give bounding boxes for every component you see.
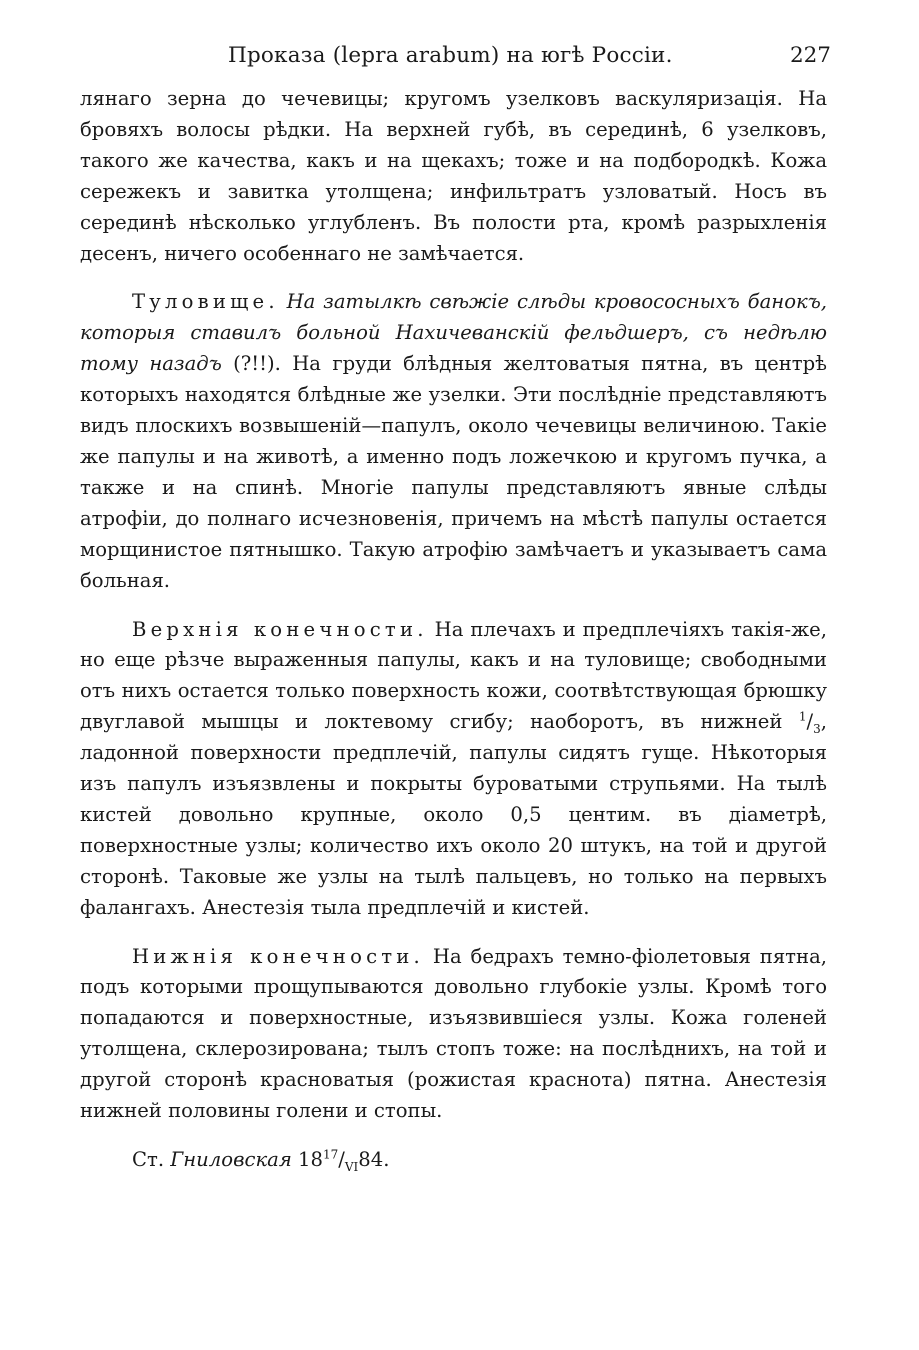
paragraph-text: лянаго зерна до чечевицы; кругомъ узелковъ васкуляризація. На бровяхъ волосы рѣдки. На верхней губѣ, въ серединѣ, 6 узелковъ, такого же качества, какъ и на щекахъ; тоже и на подбородкѣ. Кожа сережекъ и завитка утолщена; инфильтратъ узловатый. Носъ въ серединѣ нѣсколько углубленъ. Въ полости рта, кромѣ разрыхленія десенъ, ничего особеннаго не замѣчается.: [80, 87, 827, 265]
signature-date-day: 18: [298, 1148, 323, 1171]
paragraph-upper-limbs: Верхнія конечности. На плечахъ и предплечіяхъ такія-же, но еще рѣзче выраженныя папулы, какъ и на туловище; свободными отъ нихъ остается только поверхность кожи, соотвѣтствующая брюшку двуглавой мышцы и локтевому сгибу; наоборотъ, въ нижней $^1/_3$, ладонной поверхности предплечій, папулы сидятъ гуще. Нѣкоторыя изъ папулъ изъязвлены и покрыты буроватыми струпьями. На тылѣ кистей довольно крупные, около 0,5 центим. въ діаметрѣ, поверхностные узлы; количество ихъ около 20 штукъ, на той и другой сторонѣ. Таковые же узлы на тылѣ пальцевъ, но только на первыхъ фалангахъ. Анестезія тыла предплечій и кистей.: [80, 617, 827, 919]
signature-line: Ст. Гниловская $18^{17}/_{VI}84$.: [132, 1147, 390, 1174]
paragraph-lower-limbs: [80, 942, 827, 1127]
paragraph-text: (?!!). На груди блѣдныя желтоватыя пятна, въ центрѣ которыхъ находятся блѣдные же узелки. Эти послѣдніе представляютъ видъ плоскихъ возвышеній—папулъ, около чечевицы величиною. Такіе же папулы и на животѣ, а именно подъ ложечкою и кругомъ пучка, а также и на спинѣ. Многіе папулы представляютъ явные слѣды атрофіи, до полнаго исчезновенія, причемъ на мѣстѣ папулы остается морщинистое пятнышко. Такую атрофію замѣчаетъ и указываетъ сама больная.: [80, 352, 827, 592]
fraction-denominator: 3: [813, 722, 821, 737]
signature-place: Гниловская: [170, 1148, 292, 1171]
signature-prefix: Ст.: [132, 1148, 165, 1171]
running-head: [80, 34, 831, 78]
section-heading-upper-limbs: Верхнія конечности.: [132, 617, 428, 641]
section-heading-lower-limbs: Нижнія конечности.: [132, 944, 424, 968]
signature-date-year: 84.: [358, 1148, 390, 1171]
paragraph-text: На плечахъ и предплечіяхъ такія-же, но еще рѣзче выраженныя папулы, какъ и на туловище; свободными отъ нихъ остается только поверхность кожи, соотвѣтствующая брюшку двуглавой мышцы и локтевому сгибу; наоборотъ, въ нижней: [80, 617, 827, 734]
italic-passage: На затылкѣ свѣжіе слѣды кровососныхъ банокъ, которыя ставилъ больной Нахичеванскій фельдшеръ, съ недѣлю тому назадъ: [80, 290, 827, 376]
paragraph-face-continued: [80, 84, 827, 269]
section-heading-torso: Туловище.: [132, 290, 279, 314]
running-title: Проказа (lepra arabum) на югѣ Россіи.: [228, 43, 673, 68]
paragraph-text: На бедрахъ темно-фіолетовыя пятна, подъ которыми прощупываются довольно глубокіе узлы. Кромѣ того попадаются и поверхностные, изъязвившіеся узлы. Кожа голеней утолщена, склерозирована; тылъ стопъ тоже: на послѣднихъ, на той и другой сторонѣ красноватыя (рожистая краснота) пятна. Анестезія нижней половины голени и стопы.: [80, 944, 827, 1123]
page-number: 227: [789, 43, 831, 68]
paragraph-torso: [80, 287, 827, 596]
fraction-numerator: 1: [798, 709, 807, 724]
signature-date-sub: VI: [344, 1159, 359, 1174]
signature-date-sup: 17: [322, 1147, 339, 1162]
paragraph-text-continued: , ладонной поверхности предплечій, папулы сидятъ гуще. Нѣкоторыя изъ папулъ изъязвлены и покрыты буроватыми струпьями. На тылѣ кистей довольно крупные, около 0,5 центим. въ діаметрѣ, поверхностные узлы; количество ихъ около 20 штукъ, на той и другой сторонѣ. Таковые же узлы на тылѣ пальцевъ, но только на первыхъ фалангахъ. Анестезія тыла предплечій и кистей.: [80, 710, 827, 919]
body-text: [80, 84, 827, 1127]
